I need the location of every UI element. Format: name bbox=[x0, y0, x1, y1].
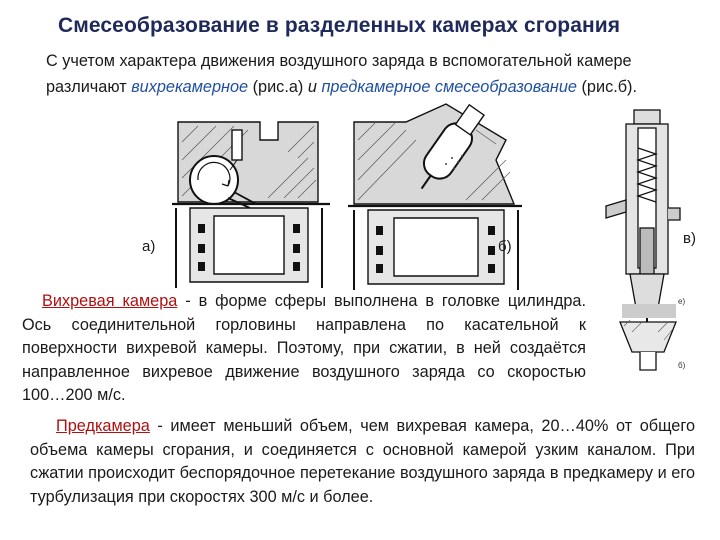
intro-part3: (рис.б). bbox=[576, 78, 637, 96]
prechamber-text: - имеет меньший объем, чем вихревая камера, 20…40% от общего объема камеры сгорания, и соединяется с основной камерой узким каналом. При сжатии происходит беспорядочное перетекание воздушного заряда в предкамеру и его турбулизация при скоростях 300 м/с и более. bbox=[30, 417, 695, 506]
intro-conj: и bbox=[307, 78, 317, 96]
prechamber-term: Предкамера bbox=[56, 417, 150, 435]
detail-label-e: е) bbox=[678, 297, 686, 306]
term-prechamber-mixing: предкамерное смесеобразование bbox=[321, 78, 577, 96]
slide-title: Смесеобразование в разделенных камерах сгорания bbox=[58, 14, 621, 37]
intro-part2: (рис.а) bbox=[248, 78, 308, 96]
caption-a: а) bbox=[142, 238, 156, 255]
intro-paragraph bbox=[22, 48, 712, 100]
vortex-chamber-drawing bbox=[168, 112, 334, 292]
prechamber-paragraph bbox=[30, 415, 695, 509]
caption-b: б) bbox=[498, 238, 512, 255]
vortex-chamber-text: - в форме сферы выполнена в головке цилиндра. Ось соединительной горловины направлена по касательной к поверхности вихревой камеры. Поэтому, при сжатии, в ней создаётся направленное вихревое движение воздушного заряда со скоростью 100…200 м/с. bbox=[22, 292, 586, 404]
vortex-indent bbox=[22, 292, 42, 310]
detail-label-f: б) bbox=[678, 361, 686, 370]
prechamber-indent bbox=[30, 417, 56, 435]
injector-drawing bbox=[600, 108, 694, 378]
vortex-chamber-term: Вихревая камера bbox=[42, 292, 178, 310]
intro-text bbox=[22, 48, 712, 100]
term-vortex-mixing: вихрекамерное bbox=[131, 78, 249, 96]
caption-c: в) bbox=[683, 230, 696, 247]
prechamber-drawing bbox=[346, 100, 526, 292]
intro-part1: С учетом характера движения воздушного заряда в вспомогательной камере различают bbox=[46, 52, 632, 96]
vortex-chamber-paragraph bbox=[22, 290, 586, 408]
